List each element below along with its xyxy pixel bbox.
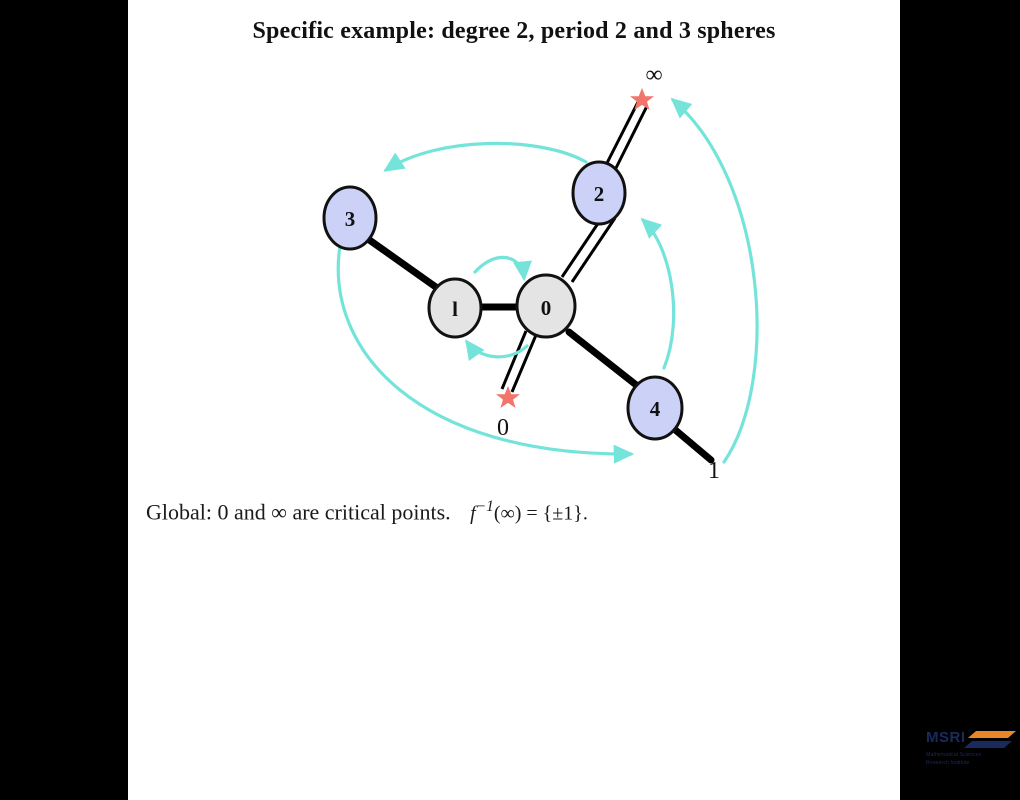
caption-lead: Global: 0 and ∞ are critical points. [146,499,451,525]
graph-diagram [128,50,900,490]
star-infinity-icon [630,88,654,110]
critical-point-stars [496,88,654,408]
arrow-2-to-3 [386,143,586,170]
caption-text [146,498,886,525]
edge-0-4 [569,332,640,388]
node-0-label: 0 [540,296,552,320]
node-1-label: l [452,297,458,321]
msri-logo-mark-top [968,731,1016,738]
node-2[interactable] [573,162,625,224]
node-2-label: 2 [593,182,605,206]
edge-4-1point [673,428,711,460]
node-0[interactable] [517,275,575,337]
slide-canvas [128,0,982,800]
msri-logo-mark-bottom [964,741,1012,748]
star-zero-icon [496,386,520,408]
caption-formula-rest: (∞) = {±1}. [493,502,588,525]
msri-logo [924,726,1020,782]
page-title: Specific example: degree 2, period 2 and 3 spheres [252,18,776,44]
msri-logo-wordmark: MSRI [926,729,966,746]
node-4-label: 4 [649,397,661,421]
infinity-label: ∞ [645,62,663,88]
zero-label: 0 [497,415,509,441]
caption-formula-f: f [470,502,476,525]
node-3[interactable] [324,187,376,249]
edge-3-1 [368,239,440,290]
node-4[interactable] [628,377,682,439]
edge-0-zero-b [502,331,526,389]
node-3-label: 3 [344,207,356,231]
msri-logo-line2: Research Institute [926,760,970,766]
one-label: 1 [708,458,720,484]
msri-logo-line1: Mathematical Sciences [926,752,982,758]
caption-formula-exp: −1 [475,498,494,515]
node-1[interactable] [429,279,481,337]
point-labels [497,62,720,484]
edge-0-zero-a [512,335,536,392]
arrow-1point-to-infinity [673,100,757,462]
arrow-4-to-2 [643,220,674,368]
arrow-1-self-top [475,257,524,278]
